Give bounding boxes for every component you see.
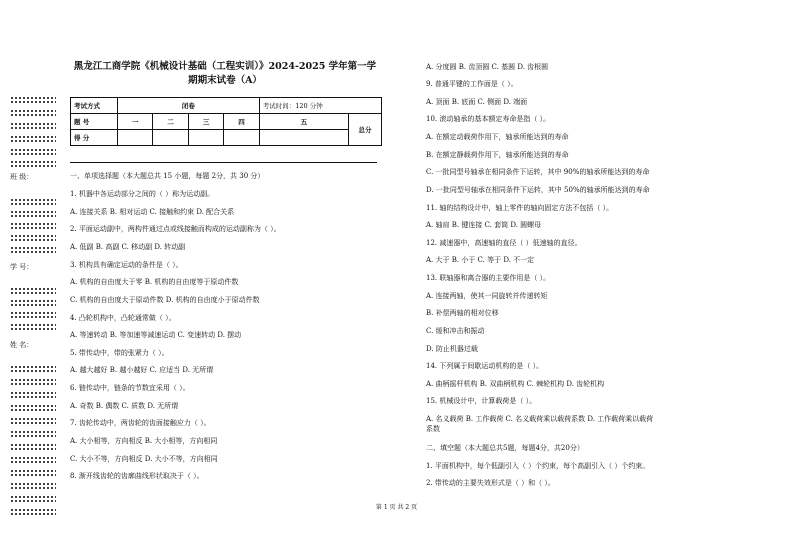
option-line: B. 在额定静载荷作用下，轴承所能达到的寿命: [426, 151, 569, 159]
exam-time: 考试时间：120 分钟: [259, 98, 381, 114]
binding-dots: [10, 430, 56, 439]
section1-heading: 一、单项选择题（本大题总共 15 小题，每题 2分，共 30 分）: [70, 172, 265, 180]
question-line: 9. 普通平键的工作面是（ ）。: [426, 80, 518, 88]
question-line: 1. 机器中各运动部分之间的（ ）称为运动副。: [70, 190, 215, 198]
column-5: 五: [259, 114, 348, 130]
option-line: B. 补偿两轴的相对位移: [426, 309, 499, 317]
exam-title: [70, 60, 380, 88]
column-4: 四: [224, 114, 259, 130]
option-line: A. 连接关系 B. 相对运动 C. 接触和约束 D. 配合关系: [70, 208, 235, 216]
binding-dots: [10, 96, 56, 105]
score-label: 得 分: [71, 130, 118, 146]
option-line-continued: 系数: [426, 425, 440, 433]
option-line: C. 一批同型号轴承在相同条件下运转，其中 90%的轴承所能达到的寿命: [426, 168, 650, 176]
option-line: A. 连接两轴，使其一同旋转并传递转矩: [426, 292, 548, 300]
exam-type-value: 闭卷: [118, 98, 260, 114]
binding-dots: [10, 287, 56, 296]
name-label: 姓 名：: [10, 341, 34, 349]
question-line: 15. 机械设计中，计算载荷是（ ）。: [426, 397, 537, 405]
question-line: 12. 减速器中，高速轴的直径（ ）低速轴的直径。: [426, 239, 582, 247]
binding-dots: [10, 222, 56, 231]
binding-dots: [10, 443, 56, 452]
option-line: A. 在额定动载荷作用下，轴承所能达到的寿命: [426, 133, 569, 141]
option-line: C. 缓和冲击和振动: [426, 327, 485, 335]
option-line: A. 越大越好 B. 越小越好 C. 应适当 D. 无所谓: [70, 366, 214, 374]
binding-dots: [10, 365, 56, 374]
option-line: A. 分度圆 B. 齿顶圆 C. 基圆 D. 齿根圆: [426, 63, 549, 71]
score-cell: [259, 130, 348, 146]
fill-question-line: 1. 平面机构中，每个低副引入（ ）个约束，每个高副引入（ ）个约束。: [426, 462, 650, 470]
binding-dots: [10, 246, 56, 255]
score-table: [70, 97, 382, 146]
option-line: D. 一批同型号轴承在相同条件下运转，其中 50%的轴承所能达到的寿命: [426, 186, 650, 194]
binding-dots: [10, 210, 56, 219]
binding-dots: [10, 456, 56, 465]
section2-heading: 二、填空题（本大题总共5题，每题4分，共20分）: [426, 444, 584, 452]
option-line: C. 大小不等，方向相反 D. 大小不等，方向相同: [70, 455, 218, 463]
exam-title-line1: 黑龙江工商学院《机械设计基础（工程实训）》2024-2025 学年第一学: [73, 61, 377, 72]
exam-title-line2: 期期末试卷（A）: [188, 75, 262, 86]
option-line: D. 防止机器过载: [426, 345, 478, 353]
option-line: A. 轴肩 B. 键连接 C. 套筒 D. 圆螺母: [426, 221, 542, 229]
question-line: 5. 带传动中，带的张紧力（ ）。: [70, 349, 169, 357]
option-line: A. 等速转动 B. 等加速等减速运动 C. 变速转动 D. 摆动: [70, 331, 242, 339]
score-cell: [188, 130, 223, 146]
binding-dots: [10, 482, 56, 491]
option-line: A. 机构的自由度大于零 B. 机构的自由度等于原动件数: [70, 278, 239, 286]
binding-dots: [10, 404, 56, 413]
option-line: A. 名义载荷 B. 工作载荷 C. 名义载荷乘以载荷系数 D. 工作载荷乘以载荷: [426, 415, 654, 423]
question-line: 8. 渐开线齿轮的齿廓曲线形状取决于（ ）。: [70, 472, 204, 480]
column-3: 三: [188, 114, 223, 130]
question-line: 13. 联轴器和离合器的主要作用是（ ）。: [426, 274, 551, 282]
binding-dots: [10, 311, 56, 320]
binding-dots: [10, 378, 56, 387]
column-2: 二: [153, 114, 188, 130]
student-id-label: 学 号：: [10, 263, 34, 271]
option-line: C. 机构的自由度大于原动件数 D. 机构的自由度小于原动件数: [70, 296, 260, 304]
binding-dots: [10, 469, 56, 478]
binding-dots: [10, 299, 56, 308]
question-number-label: 题 号: [71, 114, 118, 130]
score-cell: [153, 130, 188, 146]
binding-dots: [10, 234, 56, 243]
option-line: A. 曲柄摇杆机构 B. 双曲柄机构 C. 棘轮机构 D. 齿轮机构: [426, 380, 605, 388]
exam-type-label: 考试方式: [71, 98, 118, 114]
binding-dots: [10, 417, 56, 426]
binding-dots: [10, 135, 56, 144]
class-label: 班 级：: [10, 173, 34, 181]
option-line: A. 低副 B. 高副 C. 移动副 D. 转动副: [70, 243, 186, 251]
option-line: A. 顶面 B. 底面 C. 侧面 D. 端面: [426, 98, 528, 106]
section-divider: [70, 162, 377, 163]
question-line: 3. 机构具有确定运动的条件是（ ）。: [70, 261, 183, 269]
score-cell: [118, 130, 153, 146]
total-label: 总分: [349, 114, 382, 146]
fill-question-line: 2. 带传动的主要失效形式是（ ）和（ ）。: [426, 479, 555, 487]
binding-dots: [10, 391, 56, 400]
binding-dots: [10, 198, 56, 207]
page-footer: 第 1 页 共 2 页: [375, 504, 418, 511]
score-cell: [224, 130, 259, 146]
column-1: 一: [118, 114, 153, 130]
question-line: 7. 齿轮传动中，两齿轮的齿面接触应力（ ）。: [70, 419, 211, 427]
question-line: 6. 链传动中，链条的节数宜采用（ ）。: [70, 384, 190, 392]
binding-dots: [10, 148, 56, 157]
binding-dots: [10, 323, 56, 332]
question-line: 10. 滚动轴承的基本额定寿命是指（ ）。: [426, 115, 551, 123]
binding-dots: [10, 109, 56, 118]
question-line: 11. 轴的结构设计中，轴上零件的轴向固定方法不包括（ ）。: [426, 204, 614, 212]
option-line: A. 奇数 B. 偶数 C. 质数 D. 无所谓: [70, 402, 179, 410]
binding-dots: [10, 122, 56, 131]
binding-dots: [10, 160, 56, 169]
question-line: 4. 凸轮机构中，凸轮通常做（ ）。: [70, 314, 176, 322]
question-line: 2. 平面运动副中，两构件通过点或线接触而构成的运动副称为（ ）。: [70, 225, 281, 233]
option-line: A. 大小相等，方向相反 B. 大小相等，方向相同: [70, 437, 218, 445]
question-line: 14. 下列属于间歇运动机构的是（ ）。: [426, 362, 544, 370]
option-line: A. 大于 B. 小于 C. 等于 D. 不一定: [426, 256, 535, 264]
